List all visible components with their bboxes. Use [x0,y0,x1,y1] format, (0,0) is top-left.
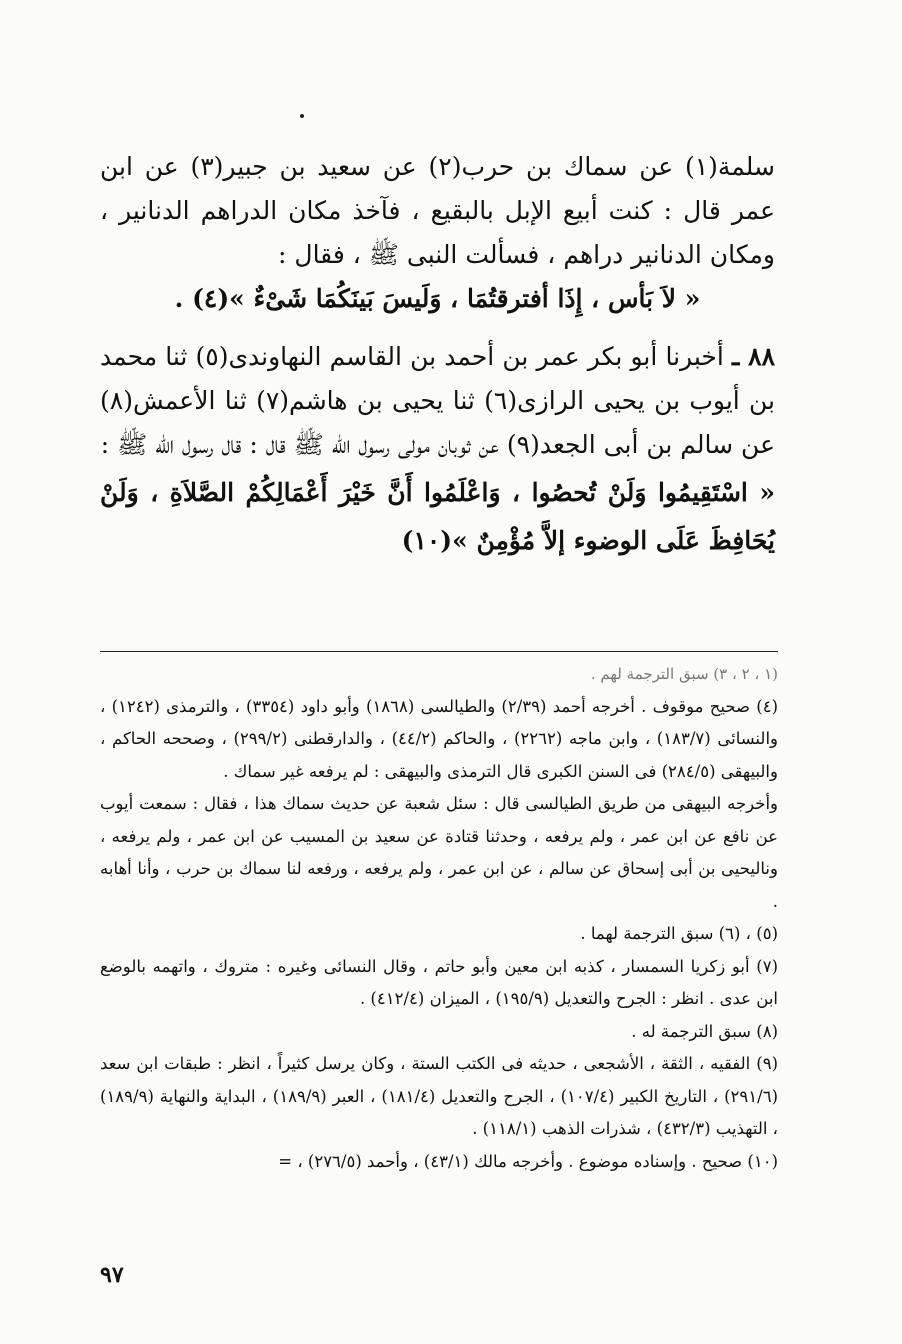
ink-speck [300,114,304,118]
page-number: ٩٧ [100,1262,124,1288]
quote-1: « لاَ بَأس ، إِذَا أفترقتُمَا ، وَلَيسَ بَينَكُمَا شَىْءٌ »(٤) . [174,284,701,313]
footnote-4: (٤) صحيح موقوف . أخرجه أحمد (٢/٣٩) والطيالسى (١٨٦٨) وأبو داود (٣٣٥٤) ، والترمذى (١٢٤٢) ، والنسائى (١٨٣/٧) ، وابن ماجه (٢٢٦٢) ، والحاكم (٤٤/٢) ، والدارقطنى (٢٩٩/٢) ، وصححه الحاكم ، والبيهقى (٢٨٤/٥) فى السنن الكبرى قال الترمذى والبيهقى : لم يرفعه غير سماك . [100,696,778,781]
paragraph-1: سلمة(١) عن سماك بن حرب(٢) عن سعيد بن جبير(٣) عن ابن عمر قال : كنت أبيع الإبل بالبقيع ، فآخذ مكان الدراهم الدنانير ، ومكان الدنانير دراهم ، فسألت النبى ﷺ ، فقال : [100,152,776,269]
footnote-separator [100,651,778,652]
footnote-10: (١٠) صحيح . وإسناده موضوع . وأخرجه مالك (٤٣/١) ، وأحمد (٢٧٦/٥) ، = [278,1151,778,1171]
footnote-4-continued: وأخرجه البيهقى من طريق الطيالسى قال : سئل شعبة عن حديث سماك هذا ، فقال : سمعت أيوب عن نافع عن ابن عمر ، ولم يرفعه ، وحدثنا قتادة عن سعيد بن المسيب عن ابن عمر ، ولم يرفعه ، وناليحيى بن أبى إسحاق عن سالم ، عن ابن عمر ، ولم يرفعه ، ورفعه لنا سماك بن حرب ، وأنا أهابه . [100,794,778,911]
footnote-8: (٨) سبق الترجمة له . [631,1021,778,1041]
quote-2: « اسْتَقِيمُوا وَلَنْ تُحصُوا ، وَاعْلَمُوا أَنَّ خَيْرَ أَعْمَالِكُمْ الصَّلاَةِ ، وَلَنْ يُحَافِظَ عَلَى الوضوء إلاَّ مُؤْمِنٌ »(١٠) [100,478,775,555]
hadith-88-chain: أخبرنا أبو بكر عمر بن أحمد بن القاسم النهاوندى(٥) ثنا محمد بن أيوب بن يحيى الرازى(٦) ثنا يحيى بن هاشم(٧) ثنا الأعمش(٨) عن سالم بن أبى الجعد(٩) عن ثوبان مولى رسول الله ﷺ قال : قال رسول الله ﷺ : [100,342,776,459]
footnote-7: (٧) أبو زكريا السمسار ، كذبه ابن معين وأبو حاتم ، وقال النسائى وغيره : متروك ، واتهمه بالوضع ابن عدى . انظر : الجرح والتعديل (١٩٥/٩) ، الميزان (٤١٢/٤) . [100,956,778,1008]
hadith-88-intro [100,335,775,467]
hadith-number: ٨٨ ـ [731,342,776,371]
main-text [100,145,775,565]
footnotes [100,658,778,1178]
footnote-1-3: (١ ، ٢ ، ٣) سبق الترجمة لهم . [590,665,778,683]
footnote-9: (٩) الفقيه ، الثقة ، الأشجعى ، حديثه فى الكتب الستة ، وكان يرسل كثيراً ، انظر : طبقات ابن سعد (٢٩١/٦) ، التاريخ الكبير (١٠٧/٤) ، الجرح والتعديل (١٨١/٤) ، العبر (١٨٩/٩) ، البداية والنهاية (١٨٩/٩) ، التهذيب (٤٣٢/٣) ، شذرات الذهب (١١٨/١) . [100,1054,778,1138]
footnote-5-6: (٥) ، (٦) سبق الترجمة لهما . [580,924,778,943]
